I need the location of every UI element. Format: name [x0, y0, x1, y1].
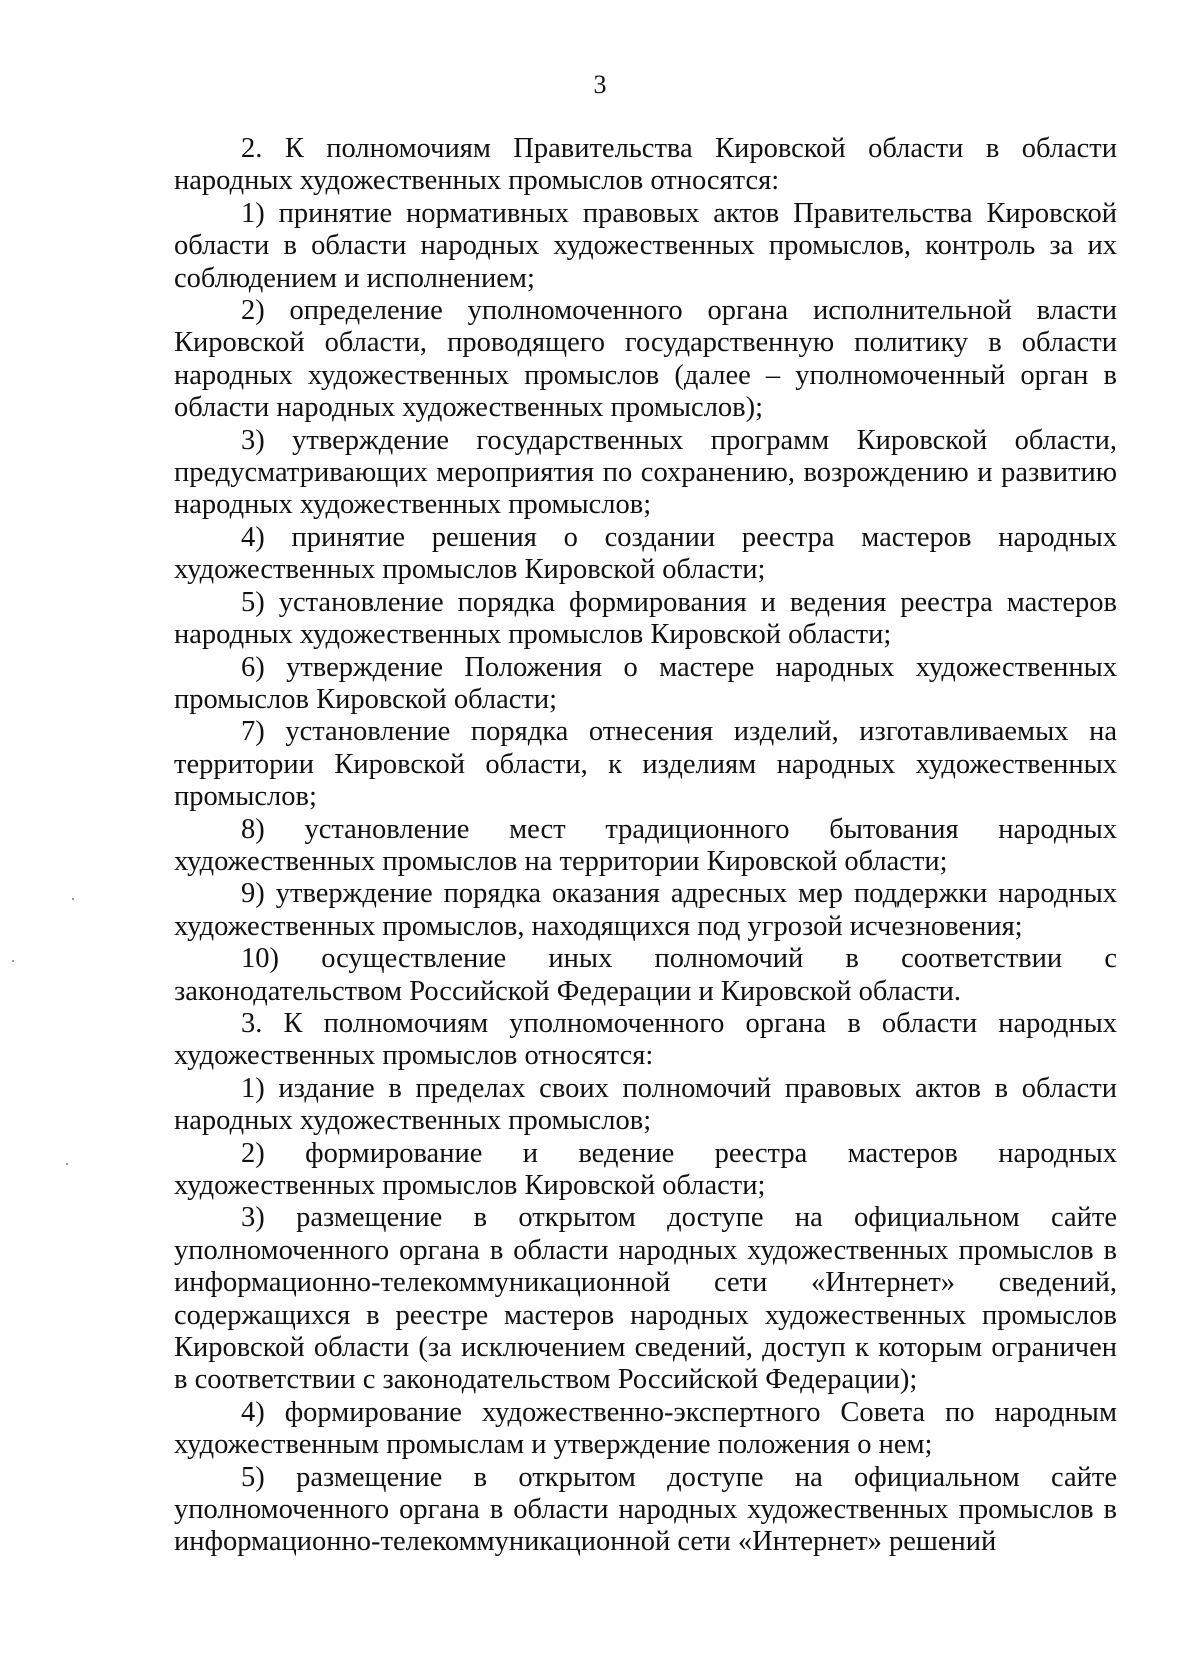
- paragraph-item: 5) размещение в открытом доступе на официальном сайте уполномоченного органа в области народных художественных промыслов в информационно-телекоммуникационной сети «Интернет» решений: [174, 1461, 1117, 1558]
- page-number: 3: [593, 70, 607, 99]
- paragraph-item: 9) утверждение порядка оказания адресных мер поддержки народных художественных промыслов, находящихся под угрозой исчезновения;: [174, 878, 1117, 942]
- paragraph-section-2-intro: 2. К полномочиям Правительства Кировской области в области народных художественных промыслов относятся:: [174, 133, 1117, 197]
- paragraph-item: 10) осуществление иных полномочий в соответствии с законодательством Российской Федерации и Кировской области.: [174, 943, 1117, 1007]
- paragraph-item: 6) утверждение Положения о мастере народных художественных промыслов Кировской области;: [174, 651, 1117, 715]
- scan-dot: [72, 898, 74, 900]
- paragraph-item: 3) размещение в открытом доступе на официальном сайте уполномоченного органа в области народных художественных промыслов в информационно-телекоммуникационной сети «Интернет» сведений, содержащихся в реестре мастеров народных художественных промыслов Кировской области (за исключением сведений, доступ к которым ограничен в соответствии с законодательством Российской Федерации);: [174, 1202, 1117, 1396]
- paragraph-item: 3) утверждение государственных программ Кировской области, предусматривающих мероприятия по сохранению, возрождению и развитию народных художественных промыслов;: [174, 424, 1117, 521]
- scan-dot: [66, 1163, 68, 1165]
- document-body: [174, 133, 1117, 1559]
- paragraph-item: 7) установление порядка отнесения изделий, изготавливаемых на территории Кировской области, к изделиям народных художественных промыслов;: [174, 716, 1117, 813]
- paragraph-item: 1) издание в пределах своих полномочий правовых актов в области народных художественных промыслов;: [174, 1072, 1117, 1137]
- paragraph-item: 1) принятие нормативных правовых актов Правительства Кировской области в области народных художественных промыслов, контроль за их соблюдением и исполнением;: [174, 197, 1117, 294]
- paragraph-section-3-intro: 3. К полномочиям уполномоченного органа в области народных художественных промыслов относятся:: [174, 1007, 1117, 1072]
- scan-dot: [12, 960, 14, 962]
- paragraph-item: 5) установление порядка формирования и ведения реестра мастеров народных художественных промыслов Кировской области;: [174, 586, 1117, 651]
- paragraph-item: 4) принятие решения о создании реестра мастеров народных художественных промыслов Кировской области;: [174, 521, 1117, 586]
- paragraph-item: 8) установление мест традиционного бытования народных художественных промыслов на территории Кировской области;: [174, 813, 1117, 877]
- paragraph-item: 2) формирование и ведение реестра мастеров народных художественных промыслов Кировской области;: [174, 1137, 1117, 1201]
- paragraph-item: 2) определение уполномоченного органа исполнительной власти Кировской области, проводящего государственную политику в области народных художественных промыслов (далее – уполномоченный орган в области народных художественных промыслов);: [174, 295, 1117, 424]
- paragraph-item: 4) формирование художественно-экспертного Совета по народным художественным промыслам и утверждение положения о нем;: [174, 1396, 1117, 1461]
